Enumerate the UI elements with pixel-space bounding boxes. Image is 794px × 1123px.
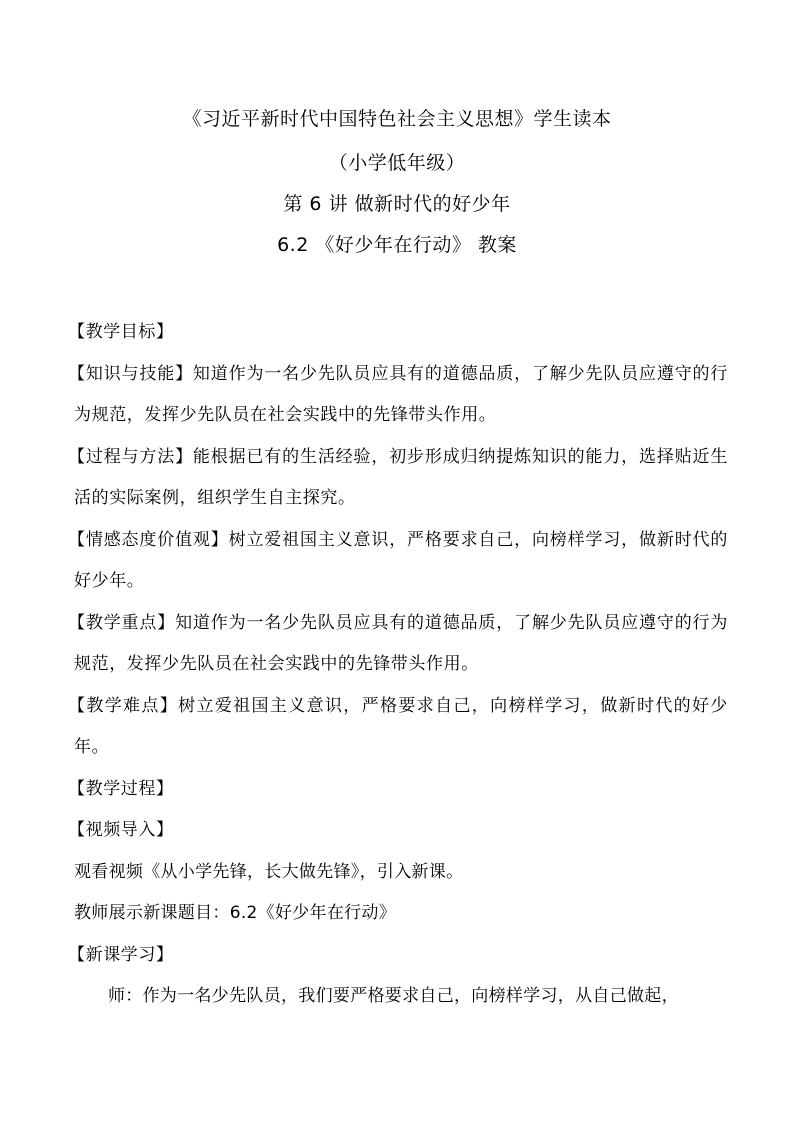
- objectives-heading-text: 【教学目标】: [68, 322, 174, 342]
- new-lesson-heading: [68, 935, 728, 977]
- knowledge-text: 知道作为一名少先队员应具有的道德品质，了解少先队员应遵守的行为规范，发挥少先队员在社会实践中的先锋带头作用。: [74, 363, 729, 425]
- process-heading: [68, 769, 728, 811]
- grade-subtitle: （小学低年级）: [328, 152, 466, 174]
- new-lesson-heading-text: 【新课学习】: [68, 944, 174, 965]
- objectives-heading: [68, 312, 728, 354]
- video-line-1: 观看视频《从小学先锋，长大做先锋》，引入新课。: [74, 861, 464, 882]
- process-method-paragraph: [68, 437, 729, 520]
- lesson-title: 6.2 《好少年在行动》 教案: [277, 234, 517, 256]
- key-point-label: 【教学重点】: [68, 612, 176, 633]
- knowledge-label: 【知识与技能】: [68, 363, 193, 384]
- emotion-text: 树立爱祖国主义意识，严格要求自己，向榜样学习，做新时代的好少年。: [74, 529, 728, 591]
- book-title: 《习近平新时代中国特色社会主义思想》学生读本: [182, 108, 612, 130]
- emotion-label: 【情感态度价值观】: [68, 529, 229, 550]
- process-method-label: 【过程与方法】: [68, 446, 193, 467]
- lesson-plan-body: [68, 312, 729, 1018]
- video-heading: [68, 810, 728, 852]
- difficulty-text: 树立爱祖国主义意识，严格要求自己，向榜样学习，做新时代的好少年。: [74, 695, 728, 757]
- emotion-paragraph: [68, 520, 728, 603]
- knowledge-paragraph: [68, 354, 729, 437]
- difficulty-label: 【教学难点】: [68, 695, 179, 716]
- key-point-text: 知道作为一名少先队员应具有的道德品质，了解少先队员应遵守的行为规范，发挥少先队员在社会实践中的先锋带头作用。: [74, 612, 728, 674]
- video-heading-text: 【视频导入】: [68, 820, 174, 840]
- lecture-title: 第 6 讲 做新时代的好少年: [283, 193, 511, 215]
- difficulty-paragraph: [68, 686, 728, 769]
- process-method-text: 能根据已有的生活经验，初步形成归纳提炼知识的能力，选择贴近生活的实际案例，组织学生自主探究。: [74, 446, 729, 508]
- process-heading-text: 【教学过程】: [68, 778, 174, 799]
- teacher-line: 师：作为一名少先队员，我们要严格要求自己，向榜样学习，从自己做起，: [108, 986, 679, 1006]
- video-line-2: 教师展示新课题目：6.2《好少年在行动》: [74, 903, 397, 923]
- key-point-paragraph: [68, 603, 728, 686]
